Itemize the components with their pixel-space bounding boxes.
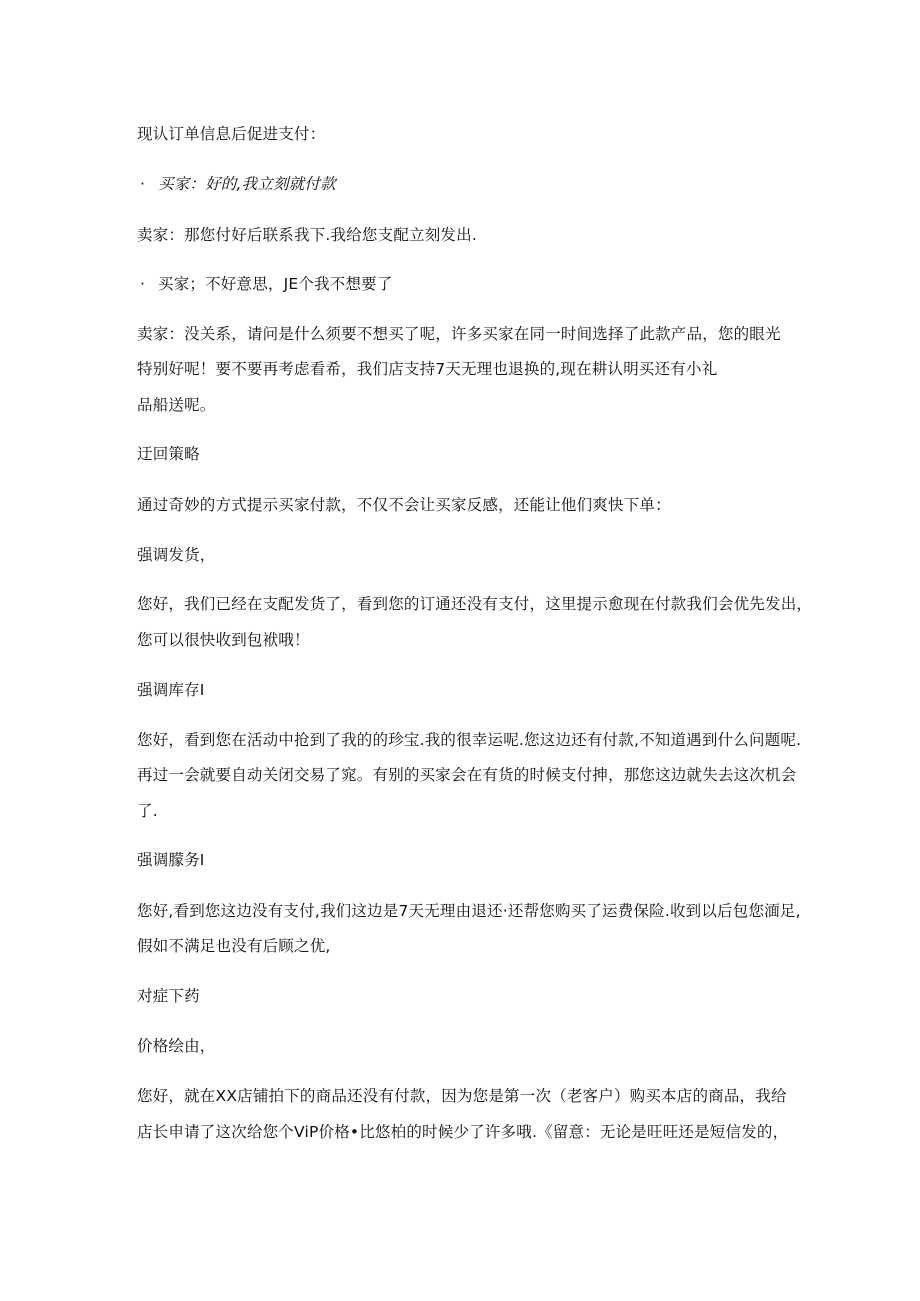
- text-line-seller-reply-1: 卖家：那您付好后联系我下.我给您支配立刻发出.: [137, 226, 477, 244]
- subheading-stock: 强调库存I: [137, 681, 205, 699]
- bullet-marker: ·: [140, 275, 145, 293]
- text-line-seller-reply-2b: 特别好呢！要不要再考虑看希，我们店支持7天无理也退换的,现在耕认明买还有小礼: [137, 360, 718, 378]
- text-line-service-a: 您好,看到您这边没有支付,我们这边是7天无理由退还·还帮您购买了运费保险.收到以后包您湎足,: [137, 902, 801, 920]
- text-line-stock-a: 您好，看到您在活动中抢到了我的的珍宝.我的很幸运呢.您这边还有付款,不知道遇到什么问题呢.: [137, 731, 802, 749]
- text-line-shipping-a: 您好，我们已经在支配发货了，看到您的订通还没有支付，这里提示愈现在付款我们会优先发出，: [137, 595, 813, 613]
- subheading-service: 强调朦务I: [137, 851, 205, 869]
- text-line-strategy-desc: 通过奇妙的方式提示买家付款，不仅不会让买家反感，还能让他们爽快下单：: [137, 496, 671, 514]
- text-line-intro: 现认订单信息后促进支付：: [137, 125, 326, 143]
- section-heading-strategy: 迂回策略: [137, 445, 200, 463]
- bullet-marker: ·: [140, 175, 145, 193]
- text-line-seller-reply-2a: 卖家：没关系，请问是什么须要不想买了呢，许多买家在同一时间选择了此款产品，您的眼光: [137, 325, 781, 343]
- text-line-price-a: 您好，就在XX店铺拍下的商品还没有付款，因为您是第一次（老客户）购买本店的商品，我给: [137, 1087, 787, 1105]
- text-line-stock-b: 再过一会就要自动关闭交易了窕。有别的买家会在有货的时候支付抻，那您这边就失去这次机会: [137, 766, 797, 784]
- text-line-stock-c: 了.: [137, 802, 158, 820]
- text-line-buyer-reply-1: 买家：好的,我立刻就付款: [158, 175, 336, 193]
- text-line-buyer-reply-2: 买家；不好意思，JE个我不想要了: [158, 275, 393, 293]
- text-line-shipping-b: 您可以很快收到包袱哦！: [137, 631, 310, 649]
- text-line-seller-reply-2c: 品船送呢。: [137, 396, 216, 414]
- subheading-shipping: 强调发货，: [137, 546, 216, 564]
- section-heading-targeted: 对症下药: [137, 987, 200, 1005]
- text-line-service-b: 假如不满足也没有后顾之优,: [137, 937, 331, 955]
- subheading-price: 价格绘由，: [137, 1037, 216, 1055]
- text-line-price-b: 店长申请了这次给您个ViP价格•比悠柏的时候少了许多哦.《留意：无论是旺旺还是短信发的，: [137, 1123, 789, 1141]
